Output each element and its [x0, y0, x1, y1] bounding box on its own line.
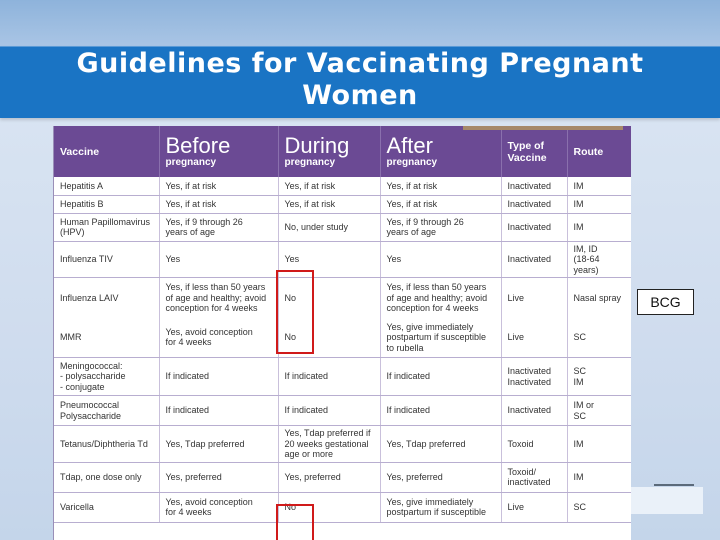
- cell-text: Yes: [284, 254, 300, 264]
- cell-type: [501, 213, 567, 241]
- cell-during: [278, 396, 380, 426]
- cell-type: [501, 241, 567, 278]
- during-no-highlight-box: [276, 270, 314, 354]
- cell-before: [159, 462, 278, 492]
- cell-text: Yes, give immediately: [386, 496, 474, 507]
- table-row: [54, 358, 631, 396]
- cell-type: [501, 358, 567, 396]
- bcg-callout: BCG: [637, 289, 694, 315]
- cell-before: [159, 358, 278, 396]
- cell-type: [501, 278, 567, 318]
- cell-text: inactivated: [507, 477, 551, 487]
- cell-text: Influenza TIV: [60, 254, 113, 264]
- cell-before: [159, 213, 278, 241]
- cell-text: Inactivated: [507, 405, 552, 416]
- cell-during: [278, 462, 380, 492]
- cell-text: Yes, Tdap preferred: [386, 438, 466, 449]
- cell-route: [567, 396, 631, 426]
- cell-after: [380, 426, 501, 463]
- table-header-row: [54, 126, 631, 177]
- cell-during: [278, 213, 380, 241]
- cell-text: Yes, Tdap preferred if: [284, 428, 371, 438]
- cell-text: Yes, if 9 through 26: [386, 216, 464, 227]
- table-row: [54, 278, 631, 318]
- cell-text: Nasal spray: [573, 292, 622, 303]
- cell-before: [159, 318, 278, 358]
- cell-text: Varicella: [60, 501, 94, 512]
- cell-text: Yes, preferred: [284, 471, 341, 482]
- cell-after: [380, 492, 501, 522]
- cell-text: for 4 weeks: [165, 337, 212, 348]
- cell-route: [567, 213, 631, 241]
- cell-text: Yes, preferred: [165, 471, 222, 482]
- cell-text: Yes, if at risk: [165, 180, 217, 191]
- cell-text: No: [284, 292, 297, 303]
- cell-text: Yes, if 9 through 26: [165, 216, 243, 227]
- slide-title-line-1: Guidelines for Vaccinating Pregnant: [76, 48, 644, 79]
- cell-text: Yes: [386, 254, 402, 264]
- cell-text: Inactivated: [507, 254, 552, 264]
- cell-text: (HPV): [60, 227, 85, 237]
- cell-text: Pneumococcal: [60, 400, 120, 410]
- cell-before: [159, 241, 278, 278]
- header-after-pregnancy: After pregnancy: [380, 126, 501, 177]
- table-row: [54, 462, 631, 492]
- cell-vaccine: [54, 195, 159, 213]
- cell-text: If indicated: [165, 371, 210, 382]
- cell-type: [501, 396, 567, 426]
- table-row: [54, 396, 631, 426]
- cell-text: Yes: [165, 254, 181, 264]
- cell-text: Inactivated: [507, 221, 552, 232]
- cell-text: of age and healthy; avoid: [165, 292, 267, 303]
- cell-during: [278, 195, 380, 213]
- cell-before: [159, 426, 278, 463]
- cell-text: of age and healthy; avoid: [386, 292, 488, 303]
- table-row: [54, 213, 631, 241]
- cell-route: [567, 492, 631, 522]
- cell-text: - conjugate: [60, 381, 105, 392]
- cell-text: postpartum if susceptible: [386, 507, 487, 517]
- cell-before: [159, 195, 278, 213]
- cell-text: Inactivated: [507, 198, 552, 209]
- cell-text: Inactivated: [507, 180, 552, 191]
- cell-text: SC: [573, 332, 587, 342]
- cell-text: No: [284, 332, 297, 342]
- table-row: [54, 426, 631, 463]
- cell-text: Yes, if at risk: [165, 198, 217, 209]
- table-row: [54, 195, 631, 213]
- cell-text: If indicated: [165, 405, 210, 416]
- header-before-pregnancy: Before pregnancy: [159, 126, 278, 177]
- cell-text: postpartum if susceptible: [386, 332, 487, 342]
- cell-text: Yes, avoid conception: [165, 326, 253, 337]
- cell-text: Yes, Tdap preferred: [165, 438, 245, 449]
- cell-vaccine: [54, 396, 159, 426]
- cell-text: Inactivated: [507, 366, 552, 376]
- cell-text: Yes, if less than 50 years: [386, 282, 487, 292]
- cell-during: [278, 358, 380, 396]
- cell-text: (18-64 years): [573, 254, 600, 275]
- vaccine-table-image: [53, 126, 631, 540]
- cell-text: Yes, if at risk: [386, 180, 438, 191]
- table-row: [54, 241, 631, 278]
- cell-during: [278, 177, 380, 195]
- cell-after: [380, 195, 501, 213]
- cell-before: [159, 278, 278, 318]
- cell-text: years of age: [165, 227, 216, 237]
- cell-text: Human Papillomavirus: [60, 216, 151, 227]
- cell-route: [567, 195, 631, 213]
- table-top-edge: [463, 126, 623, 130]
- cell-text: IM: [573, 438, 584, 449]
- cell-type: [501, 426, 567, 463]
- cell-text: IM: [573, 180, 584, 191]
- cell-text: Toxoid: [507, 438, 534, 449]
- cell-vaccine: [54, 177, 159, 195]
- cell-after: [380, 358, 501, 396]
- cell-route: [567, 241, 631, 278]
- cell-type: [501, 195, 567, 213]
- header-type-of-vaccine: Type of Vaccine: [501, 126, 567, 177]
- cell-text: to rubella: [386, 342, 424, 353]
- cell-text: Hepatitis B: [60, 198, 104, 209]
- cell-text: No: [284, 501, 297, 512]
- cell-text: IM or: [573, 400, 595, 410]
- cell-text: Yes, if less than 50 years: [165, 282, 266, 292]
- cell-text: SC: [573, 501, 587, 512]
- cell-text: Tetanus/Diphtheria Td: [60, 438, 148, 449]
- table-row: [54, 318, 631, 358]
- cell-text: IM: [573, 221, 584, 232]
- cell-text: Yes, give immediately: [386, 321, 474, 332]
- cell-text: conception for 4 weeks: [386, 303, 479, 313]
- cell-text: If indicated: [386, 371, 431, 382]
- dash-mark: [654, 484, 694, 486]
- cell-text: Inactivated: [507, 376, 552, 387]
- cell-route: [567, 278, 631, 318]
- cell-vaccine: [54, 213, 159, 241]
- cell-text: IM: [573, 471, 584, 482]
- slide-title: [20, 48, 700, 118]
- header-vaccine: Vaccine: [54, 126, 159, 177]
- cell-text: Yes, if at risk: [284, 198, 336, 209]
- cell-type: [501, 462, 567, 492]
- cell-text: 20 weeks gestational: [284, 438, 369, 449]
- cell-vaccine: [54, 462, 159, 492]
- cell-text: Live: [507, 292, 525, 303]
- pale-overlay-box: [631, 487, 703, 514]
- cell-text: age or more: [284, 449, 334, 459]
- cell-text: for 4 weeks: [165, 507, 212, 517]
- table-row: [54, 492, 631, 522]
- cell-type: [501, 492, 567, 522]
- cell-text: Yes, avoid conception: [165, 496, 253, 507]
- cell-vaccine: [54, 278, 159, 318]
- table-row: [54, 177, 631, 195]
- cell-type: [501, 177, 567, 195]
- cell-text: No, under study: [284, 221, 349, 232]
- cell-text: Live: [507, 501, 525, 512]
- cell-text: Toxoid/: [507, 466, 537, 477]
- cell-after: [380, 462, 501, 492]
- cell-text: If indicated: [284, 405, 329, 416]
- cell-text: - polysaccharide: [60, 371, 126, 382]
- cell-route: [567, 462, 631, 492]
- cell-after: [380, 241, 501, 278]
- cell-after: [380, 177, 501, 195]
- cell-before: [159, 177, 278, 195]
- cell-text: Influenza LAIV: [60, 292, 119, 303]
- cell-vaccine: [54, 318, 159, 358]
- cell-route: [567, 177, 631, 195]
- cell-after: [380, 278, 501, 318]
- cell-vaccine: [54, 492, 159, 522]
- cell-text: IM, ID: [573, 243, 598, 254]
- cell-route: [567, 318, 631, 358]
- cell-route: [567, 358, 631, 396]
- cell-text: IM: [573, 376, 584, 387]
- cell-before: [159, 492, 278, 522]
- cell-type: [501, 318, 567, 358]
- cell-text: SC: [573, 366, 587, 376]
- during-no-highlight-box-varicella: [276, 504, 314, 540]
- cell-text: Yes, preferred: [386, 471, 443, 482]
- cell-during: [278, 426, 380, 463]
- slide-top-background: [0, 0, 720, 46]
- cell-after: [380, 396, 501, 426]
- cell-after: [380, 213, 501, 241]
- cell-text: Polysaccharide: [60, 410, 122, 421]
- cell-route: [567, 426, 631, 463]
- cell-vaccine: [54, 426, 159, 463]
- cell-text: If indicated: [386, 405, 431, 416]
- cell-text: Tdap, one dose only: [60, 471, 142, 482]
- cell-vaccine: [54, 241, 159, 278]
- table-body: [54, 177, 631, 522]
- cell-text: Hepatitis A: [60, 180, 104, 191]
- cell-text: MMR: [60, 332, 82, 342]
- cell-text: IM: [573, 198, 584, 209]
- cell-text: Live: [507, 332, 525, 342]
- header-during-pregnancy: During pregnancy: [278, 126, 380, 177]
- cell-after: [380, 318, 501, 358]
- header-route: Route: [567, 126, 631, 177]
- cell-text: Yes, if at risk: [386, 198, 438, 209]
- cell-vaccine: [54, 358, 159, 396]
- cell-before: [159, 396, 278, 426]
- cell-text: years of age: [386, 227, 437, 237]
- vaccine-table: [54, 126, 631, 523]
- cell-text: If indicated: [284, 371, 329, 382]
- cell-text: Meningococcal:: [60, 360, 123, 371]
- slide-title-line-2: Women: [302, 80, 418, 111]
- cell-text: conception for 4 weeks: [165, 303, 258, 313]
- cell-text: SC: [573, 410, 587, 421]
- cell-text: Yes, if at risk: [284, 180, 336, 191]
